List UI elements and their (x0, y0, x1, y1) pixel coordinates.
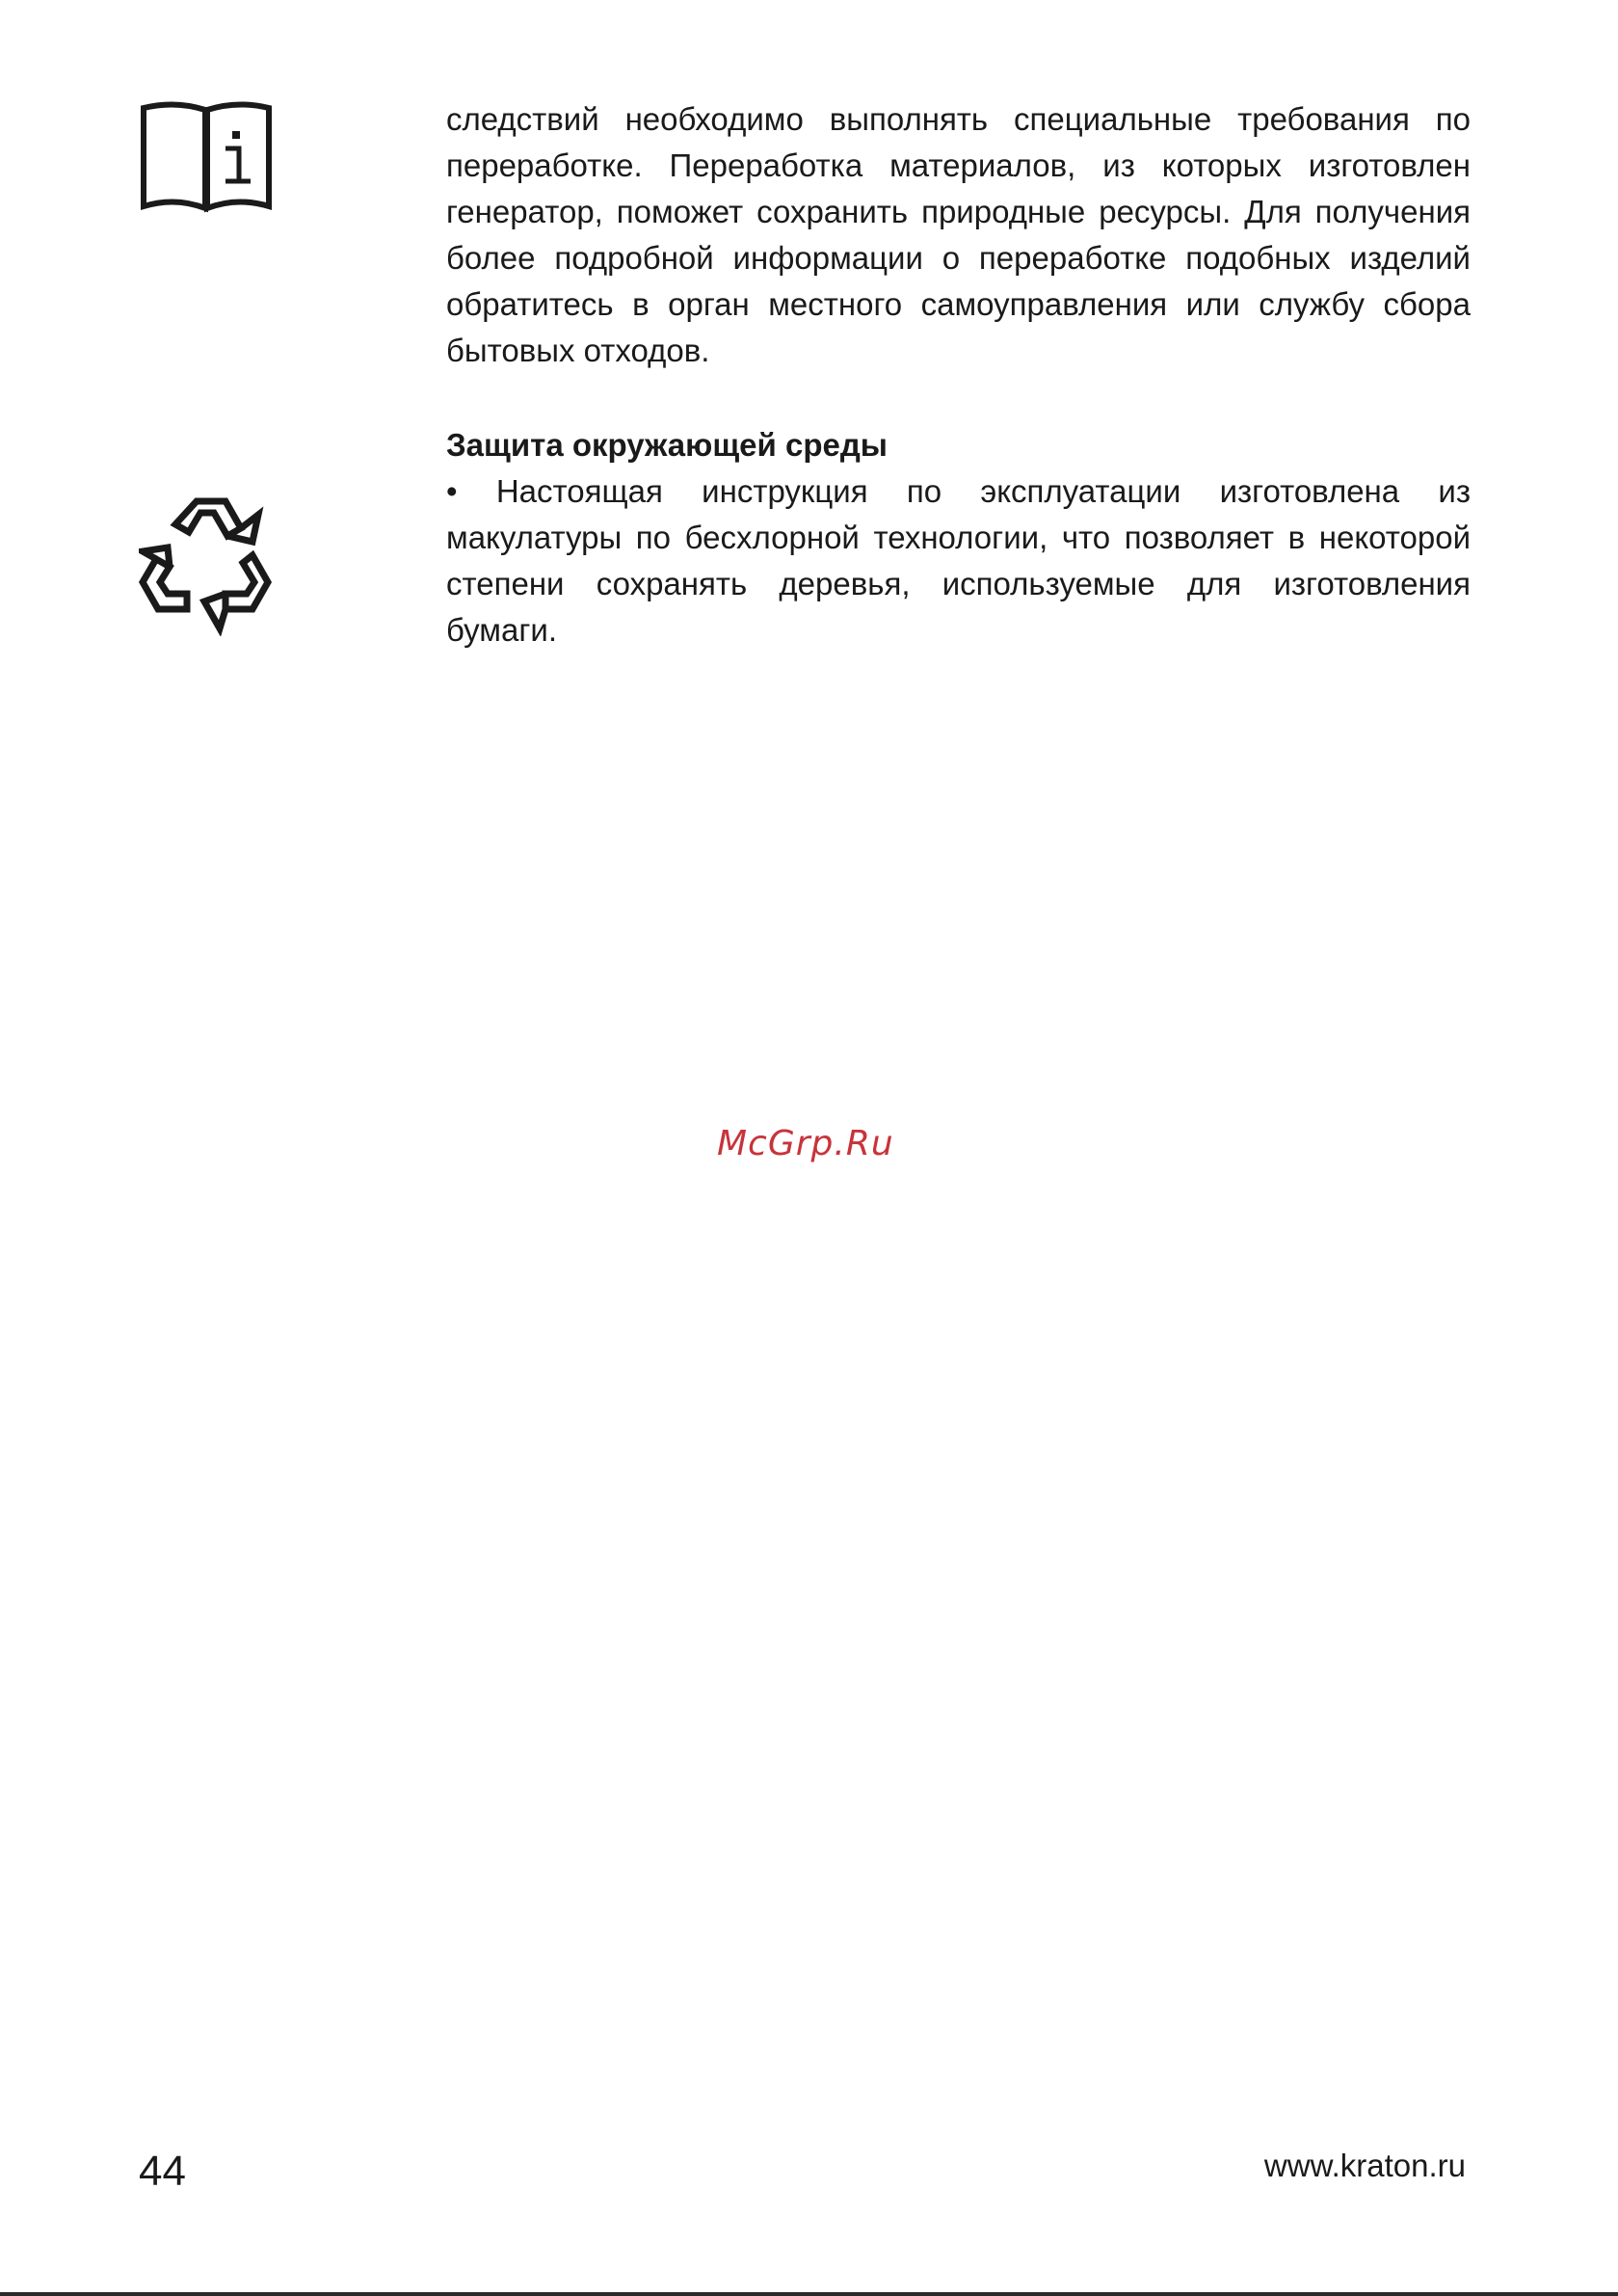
watermark: McGrp.Ru (717, 1124, 894, 1163)
page-bottom-border (0, 2292, 1618, 2296)
page-number: 44 (139, 2148, 186, 2195)
section-title: Защита окружающей среды (446, 427, 888, 463)
recycle-icon (139, 494, 281, 636)
section-environment (446, 422, 1471, 654)
paragraph-recycling (446, 96, 1471, 374)
paragraph-2-text: • Настоящая инструкция по эксплуатации изготовлена из макулатуры по бесхлорной технологии, что позволяет в некоторой степени сохранять деревья, используемые для изготовления бумаги. (446, 473, 1471, 648)
paragraph-1-text: следствий необходимо выполнять специальные требования по переработке. Переработка материалов, из которых изготовлен генератор, поможет сохранить природные ресурсы. Для получения более подробной информации о переработке подобных изделий обратитесь в орган местного самоуправления или службу сбора бытовых отходов. (446, 101, 1471, 368)
manual-info-icon (139, 100, 274, 216)
footer-url: www.kraton.ru (1263, 2148, 1466, 2183)
